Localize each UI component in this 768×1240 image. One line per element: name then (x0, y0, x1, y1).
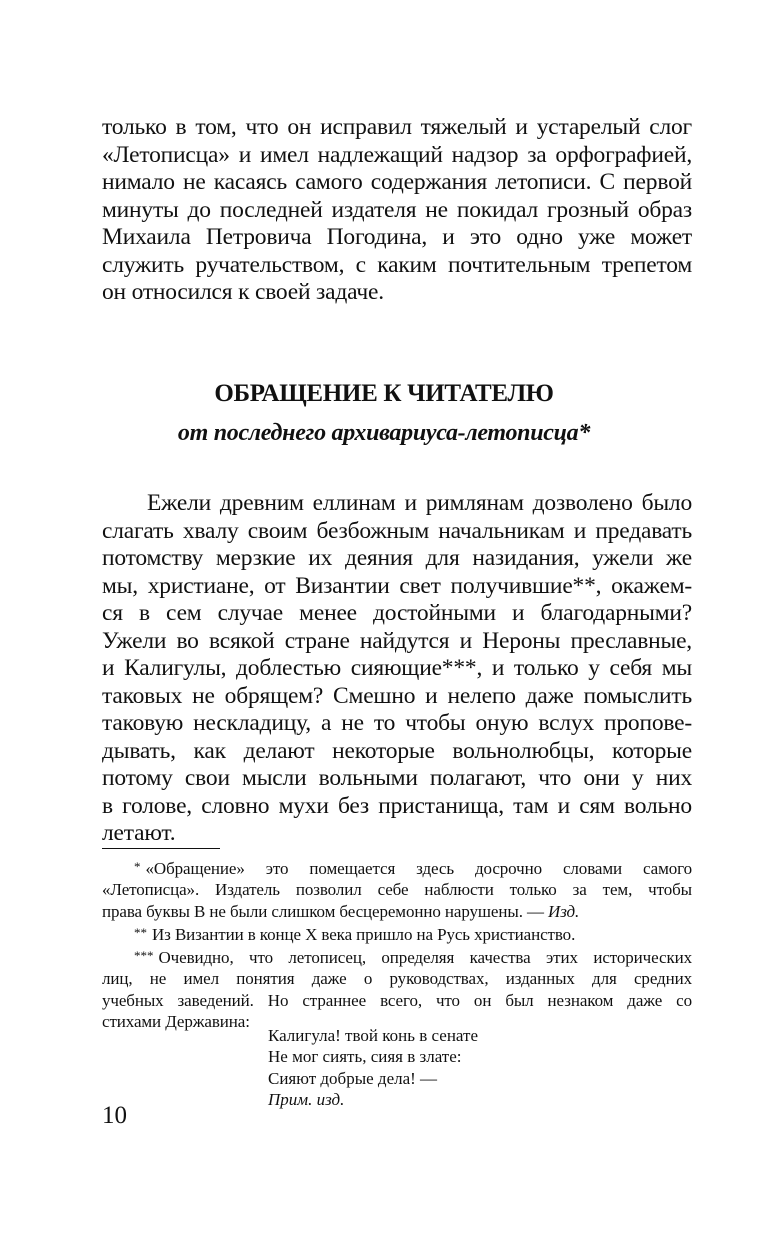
footnote-signature: Прим. изд. (268, 1089, 345, 1109)
body-line: дывать, как делают некоторые вольнолюбцы, которые (102, 737, 692, 764)
body-line: Ежели древним еллинам и римлянам дозволено было (147, 490, 692, 516)
intro-paragraph (102, 114, 692, 307)
intro-line: минуты до последней издателя не покидал грозный образ (102, 196, 692, 223)
body-line: таковых не обрящем? Смешно и нелепо даже помыслить (102, 682, 692, 709)
intro-line: служить ручательством, с каким почтительным трепетом (102, 251, 692, 278)
body-line: Ужели во всякой стране найдутся и Нероны преславные, (102, 627, 692, 654)
intro-line: «Летописца» и имел надлежащий надзор за орфографией, (102, 141, 692, 168)
verse-line: Калигула! твой конь в сенате (268, 1026, 478, 1045)
chapter-subtitle: от последнего архивариуса-летописца* (177, 420, 591, 446)
footnote-1 (102, 856, 692, 922)
footnote-3 (102, 945, 692, 1032)
body-line: ся в сем случае менее достойными и благодарными? (102, 600, 692, 626)
footnotes (102, 856, 692, 1032)
footnote-text: стихами Державина: (102, 1012, 250, 1032)
body-paragraph (102, 490, 692, 848)
footnote-signature: Изд. (548, 901, 580, 921)
body-line: слагать хвалу своим безбожным начальникам и предавать (102, 517, 692, 544)
quoted-verse (268, 1025, 478, 1110)
body-line: в голове, словно мухи без пристанища, там и сям вольно (102, 792, 692, 819)
body-line: потому свои мысли вольными полагают, что они у них (102, 765, 692, 791)
chapter-title: ОБРАЩЕНИЕ К ЧИТАТЕЛЮ (214, 380, 554, 407)
footnote-text: Из Византии в конце X века пришло на Русь христианство. (152, 924, 576, 944)
footnote-2 (102, 922, 692, 945)
footnote-separator (102, 848, 220, 849)
footnote-marker: ** (134, 924, 147, 940)
body-line: мы, христиане, от Византии свет получившие**, окажем- (102, 572, 692, 599)
body-line: и Калигулы, доблестью сияющие***, и только у себя мы (102, 655, 692, 681)
intro-line: только в том, что он исправил тяжелый и устарелый слог (102, 114, 692, 140)
footnote-text: Очевидно, что летописец, определяя качества этих исторических (158, 948, 692, 968)
body-line: таковую нескладицу, а не то чтобы оную вслух пропове- (102, 710, 692, 736)
intro-line: он относился к своей задаче. (102, 279, 384, 305)
body-line: потомству мерзкие их деяния для назидания, ужели же (102, 545, 692, 571)
footnote-marker: * (134, 859, 141, 874)
intro-line: нимало не касаясь самого содержания летописи. С первой (102, 169, 692, 195)
verse-line: Не мог сиять, сияя в злате: (268, 1047, 462, 1067)
verse-line: Сияют добрые дела! — (268, 1068, 438, 1088)
body-line: летают. (102, 820, 176, 846)
footnote-text: права буквы В не были слишком бесцеремонно нарушены. — (102, 901, 544, 921)
footnote-text: «Летописца». Издатель позволил себе наблюсти только за тем, чтобы (102, 880, 692, 900)
intro-line: Михаила Петровича Погодина, и это одно уже может (102, 224, 692, 250)
footnote-marker: *** (134, 948, 154, 964)
page-number: 10 (102, 1102, 127, 1129)
footnote-text: учебных заведений. Но страннее всего, что он был незнаком даже со (102, 990, 692, 1010)
footnote-text: лиц, не имел понятия даже о руководствах, изданных для средних (102, 969, 692, 989)
footnote-text: «Обращение» это помещается здесь досрочно словами самого (145, 859, 692, 878)
